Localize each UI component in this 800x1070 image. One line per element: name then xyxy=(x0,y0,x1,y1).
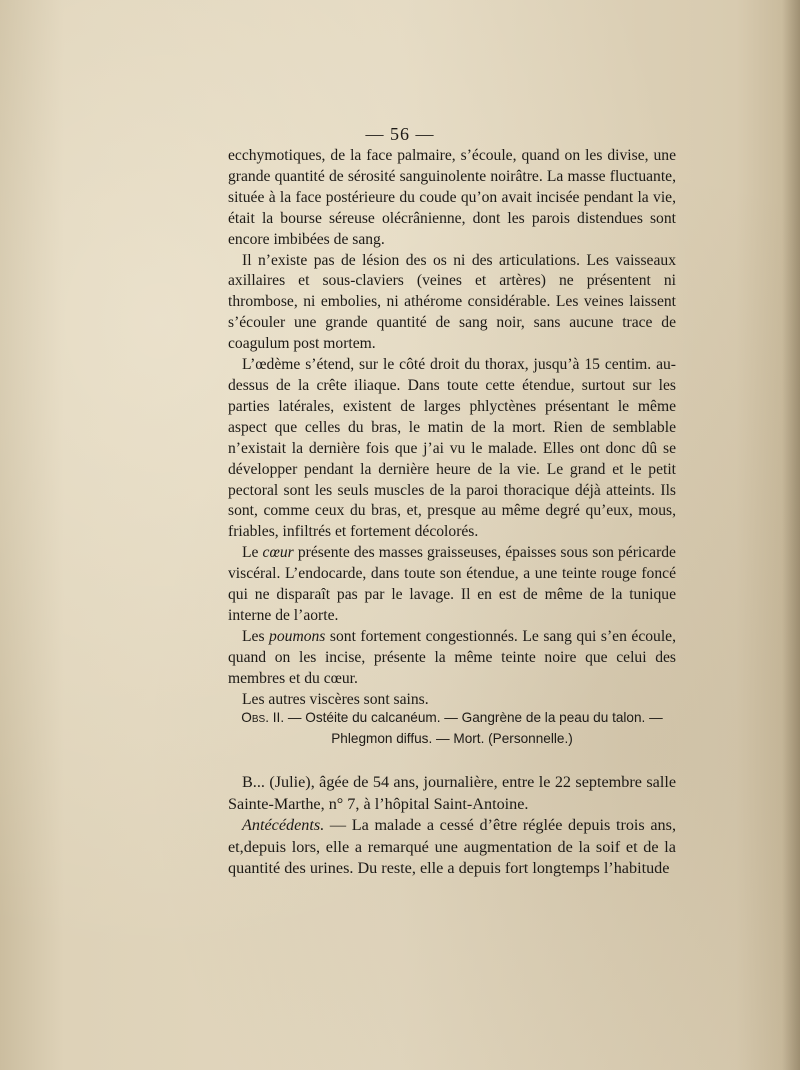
poumons-lead: Les xyxy=(242,627,270,645)
observation-label: Obs. II. xyxy=(241,710,285,725)
observation-line-1: — Ostéite du calcanéum. — Gangrène de la peau du talon. — xyxy=(284,710,663,725)
coeur-lead: Le xyxy=(242,544,263,562)
observation-heading-line-1 xyxy=(228,708,676,729)
observation-heading xyxy=(228,708,676,749)
body-text-bottom xyxy=(228,772,676,880)
page-edge-shadow xyxy=(782,0,800,1070)
coeur-italic: cœur xyxy=(262,544,294,562)
paragraph-coeur xyxy=(228,543,676,627)
poumons-rest: sont fortement congestionnés. Le sang qui s’en écoule, quand on les incise, présente la même teinte noire que celui des membres et du cœur. xyxy=(228,627,676,687)
antecedents-text: — La malade a cessé d’être réglée depuis trois ans, et,depuis lors, elle a remarqué une augmentation de la soif et de la quantité des urines. Du reste, elle a depuis fort longtemps l’habitude xyxy=(228,816,676,877)
poumons-italic: poumons xyxy=(269,627,326,645)
observation-line-2: Phlegmon diffus. — Mort. (Personnelle.) xyxy=(331,730,573,746)
paragraph-oedeme: L’œdème s’étend, sur le côté droit du thorax, jusqu’à 15 centim. au-dessus de la crête iliaque. Dans toute cette étendue, surtout sur les parties latérales, existent de larges phlyctènes présentant le même aspect que celles du bras, le matin de la mort. Rien de semblable n’existait la dernière fois que j’ai vu le malade. Elles ont donc dû se développer pendant la dernière heure de la vie. Le grand et le petit pectoral sont les seuls muscles de la paroi thoracique déjà atteints. Ils sont, comme ceux du bras, et, presque au même degré qu’eux, mous, friables, infiltrés et fortement décolorés. xyxy=(228,356,676,541)
paragraph-antecedents xyxy=(228,815,676,880)
paragraph-poumons xyxy=(228,627,676,690)
paragraph-intro-patient: B... (Julie), âgée de 54 ans, journalière, entre le 22 septembre salle Sainte-Marthe, n° 7, à l’hôpital Saint-Antoine. xyxy=(228,773,676,813)
body-text-top xyxy=(228,146,676,710)
page-number: — 56 — xyxy=(365,124,435,144)
paragraph-visceres: Les autres viscères sont sains. xyxy=(242,690,429,708)
coeur-rest: présente des masses graisseuses, épaisses sous son péricarde viscéral. L’endocarde, dans toute son étendue, a une teinte rouge foncé qui ne disparaît pas par le lavage. Il en est de même de la tunique interne de l’aorte. xyxy=(228,544,676,624)
antecedents-label: Antécédents. xyxy=(242,816,325,834)
paragraph-ecchymotiques: ecchymotiques, de la face palmaire, s’écoule, quand on les divise, une grande quantité de sérosité sanguinolente noirâtre. La masse fluctuante, située à la face postérieure du coude qu’on avait incisée pendant la vie, était la bourse séreuse olécrânienne, dont les parois distendues sont encore imbibées de sang. xyxy=(228,147,676,248)
paragraph-lesion-os: Il n’existe pas de lésion des os ni des articulations. Les vaisseaux axillaires et sous-claviers (veines et artères) ne présentent ni thrombose, ni embolies, ni athérome considérable. Les veines laissent s’écouler une grande quantité de sang noir, sans aucune trace de coagulum post mortem. xyxy=(228,251,676,353)
